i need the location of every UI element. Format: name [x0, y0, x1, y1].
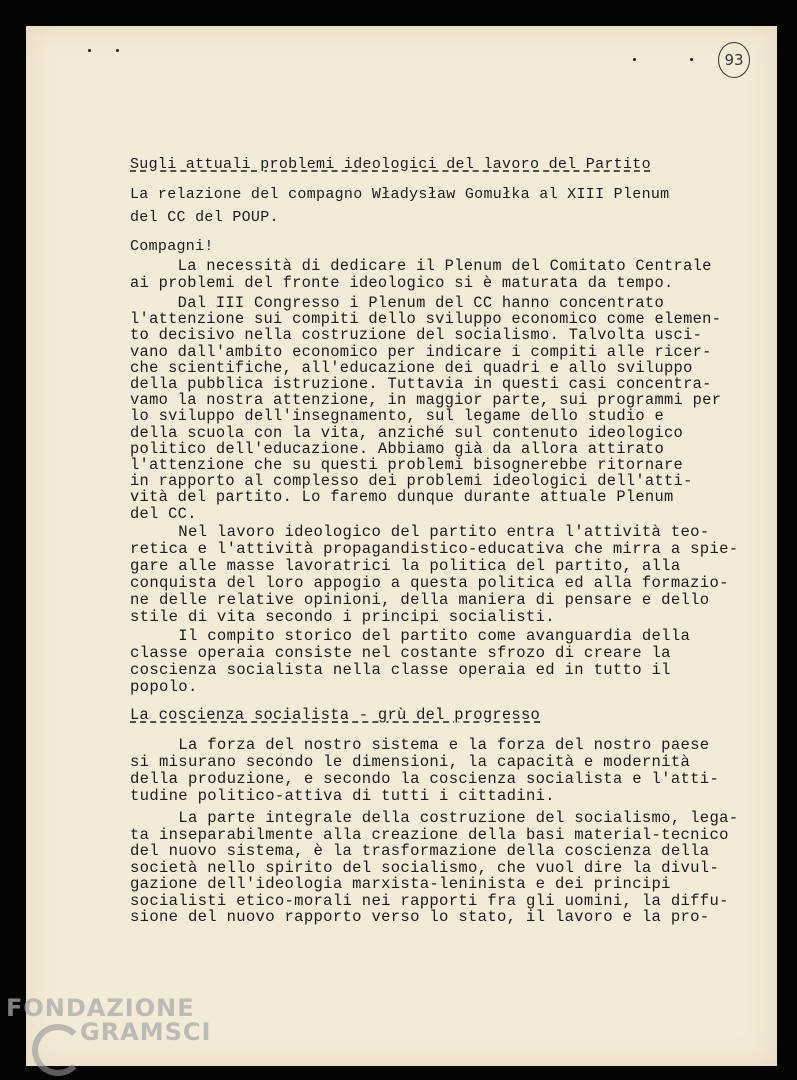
paragraph: La necessità di dedicare il Plenum del Comitato Centrale ai problemi del fronte ideologico si è maturata da tempo.	[130, 257, 712, 292]
paragraph: Dal III Congresso i Plenum del CC hanno concentrato l'attenzione sui compiti dello sviluppo economico come elemen- to decisivo nella costruzione del socialismo. Talvolta usci- vano dall'ambito economico per indicare i compiti alle ricer- che scientifiche, all'educazione dei quadri e allo sviluppo della pubblica istruzione. Tuttavia in questi casi concentra- vamo la nostra attenzione, in maggior parte, sui programmi per lo sviluppo dell'insegnamento, sul legame dello studio e della scuola con la vita, anziché sul contenuto ideologico politico dell'educazione. Abbiamo già da allora attirato l'attenzione che su questi problemi bisognerebbe ritornare in rapporto al complesso dei problemi ideologici dell'atti- vità del partito. Lo faremo dunque durante attuale Plenum del CC.	[130, 294, 722, 523]
watermark-line-2: GRAMSCI	[80, 1018, 212, 1046]
paragraph: La parte integrale della costruzione del socialismo, lega- ta inseparabilmente alla creazione della basi material-tecnico del nuovo sistema, è la trasformazione della coscienza della società nello spirito del socialismo, che vuol dire la divul- gazione dell'ideologia marxista-leninista e dei principi socialisti etico-morali nei rapporti fra gli uomini, la diffu- sione del nuovo rapporto verso lo stato, il lavoro e la pro-	[130, 809, 739, 926]
document-subtitle: La relazione del compagno Władysław Gomułka al XIII Plenum del CC del POUP.	[130, 186, 670, 226]
section-heading: La coscienza socialista - grù del progresso	[130, 706, 541, 724]
paragraph: Il compito storico del partito come avanguardia della classe operaia consiste nel costante sfrozo di creare la coscienza socialista nella classe operaia ed in tutto il popolo.	[130, 627, 691, 696]
watermark-logo-icon	[32, 1024, 84, 1076]
paragraph: Nel lavoro ideologico del partito entra l'attività teo- retica e l'attività propagandistico-educativa che mirra a spie- gare alle masse lavoratrici la politica del partito, alla conquista del loro appogio a questa politica ed alla formazio- ne delle relative opinioni, della maniera di pensare e dello stile di vita secondo i principi socialisti.	[130, 523, 739, 626]
paragraph: La forza del nostro sistema e la forza del nostro paese si misurano secondo le dimensioni, la capacità e modernità della produzione, e secondo la coscienza socialista e l'atti- tudine politico-attiva di tutti i cittadini.	[130, 736, 720, 805]
salutation: Compagni!	[130, 238, 214, 255]
punch-mark	[690, 58, 693, 61]
punch-mark	[633, 58, 636, 61]
page-number: 93	[718, 42, 750, 78]
document-title: Sugli attuali problemi ideologici del lavoro del Partito	[130, 156, 651, 173]
punch-mark	[116, 49, 119, 52]
punch-mark	[88, 49, 91, 52]
watermark-line-1: FONDAZIONE	[6, 994, 195, 1022]
